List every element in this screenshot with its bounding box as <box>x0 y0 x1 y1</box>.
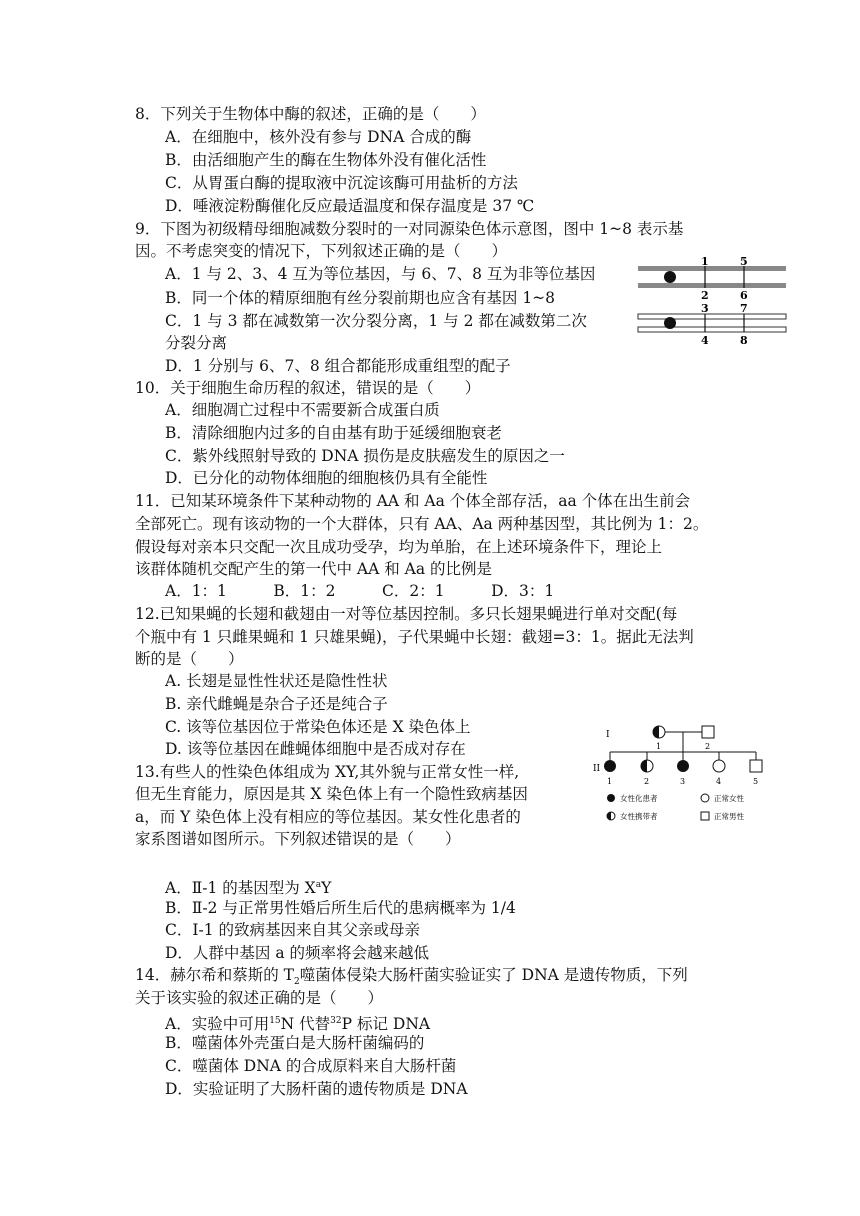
q12-option-b: B. 亲代雌蝇是杂合子还是纯合子 <box>165 695 388 713</box>
gene-label-6: 6 <box>740 289 748 302</box>
q13-stem-line3: a，而 Y 染色体上没有相应的等位基因。某女性化患者的 <box>135 808 521 826</box>
legend-carrier-symbol <box>607 812 615 820</box>
centromere-1 <box>664 271 676 283</box>
q9-option-c-line1: C．1 与 3 都在减数第一次分裂分离，1 与 2 都在减数第二次 <box>165 312 587 330</box>
q9-stem-line2: 因。不考虑突变的情况下，下列叙述正确的是（ ） <box>135 242 508 260</box>
gene-label-7: 7 <box>740 302 748 315</box>
q13-option-d: D．人群中基因 a 的频率将会越来越低 <box>165 944 430 962</box>
pedigree-number-ii5: 5 <box>753 777 759 786</box>
pedigree-ii3-patient <box>677 760 689 772</box>
generation-label-ii: II <box>593 764 601 774</box>
legend-patient-label: 女性化患者 <box>620 794 658 803</box>
pedigree-number-ii2: 2 <box>644 777 650 786</box>
subscript-2: 2 <box>294 977 300 988</box>
q11-stem-line1: 11．已知某环境条件下某种动物的 AA 和 Aa 个体全部存活，aa 个体在出生前会 <box>135 492 691 510</box>
q12-option-d: D. 该等位基因在雌蝇体细胞中是否成对存在 <box>165 740 466 758</box>
q13-stem-line2: 但无生育能力，原因是其 X 染色体上有一个隐性致病基因 <box>135 785 528 803</box>
pedigree-number-i2: 2 <box>705 742 711 751</box>
pedigree-ii2-carrier-female <box>641 760 653 772</box>
legend-normal-male-symbol <box>701 812 709 820</box>
q13-option-c: C．I-1 的致病基因来自其父亲或母亲 <box>165 921 421 939</box>
pedigree-number-ii1: 1 <box>607 777 613 786</box>
q9-option-b: B．同一个体的精原细胞有丝分裂前期也应含有基因 1~8 <box>165 289 556 307</box>
gene-label-2: 2 <box>701 289 709 302</box>
q9-option-a: A．1 与 2、3、4 互为等位基因，与 6、7、8 互为非等位基因 <box>165 265 596 283</box>
superscript-a: a <box>315 880 322 890</box>
generation-label-i: I <box>606 730 610 740</box>
chromatid-3 <box>638 314 786 319</box>
superscript-15: 15 <box>269 1016 281 1026</box>
q9-option-d: D．1 分别与 6、7、8 组合都能形成重组型的配子 <box>165 357 511 375</box>
gene-label-8: 8 <box>740 334 748 347</box>
q14-option-a: A．实验中可用$^{15}$N 代替$^{32}$P 标记 DNA <box>165 1015 431 1034</box>
q14-option-c: C．噬菌体 DNA 的合成原料来自大肠杆菌 <box>165 1057 457 1075</box>
q11-options: A．1：1 B．1：2 C．2：1 D．3：1 <box>165 582 555 600</box>
legend-normal-female-symbol <box>701 794 709 802</box>
q8-option-c: C．从胃蛋白酶的提取液中沉淀该酶可用盐析的方法 <box>165 174 518 192</box>
gene-label-5: 5 <box>740 255 748 268</box>
q10-option-d: D．已分化的动物体细胞的细胞核仍具有全能性 <box>165 469 488 487</box>
centromere-2 <box>664 317 676 329</box>
chromatid-1 <box>638 266 786 271</box>
gene-label-1: 1 <box>701 255 709 268</box>
q14-stem-line2: 关于该实验的叙述正确的是（ ） <box>135 989 384 1007</box>
q8-option-d: D．唾液淀粉酶催化反应最适温度和保存温度是 37 ℃ <box>165 197 535 215</box>
chromatid-2 <box>638 283 786 288</box>
pedigree-number-ii4: 4 <box>716 777 722 786</box>
pedigree-ii1-patient <box>604 760 616 772</box>
gene-label-3: 3 <box>701 302 709 315</box>
q13-option-a: A．Ⅱ-1 的基因型为 $X^aY$ <box>165 879 332 898</box>
legend-patient-symbol <box>607 794 615 802</box>
q12-stem-line2: 个瓶中有 1 只雌果蝇和 1 只雄果蝇)，子代果蝇中长翅：截翅=3：1。据此无法判 <box>135 628 694 646</box>
q11-stem-line3: 假设每对亲本只交配一次且成功受孕，均为单胎，在上述环境条件下，理论上 <box>135 538 663 556</box>
pedigree-number-i1: 1 <box>656 742 662 751</box>
pedigree-i1-carrier-female <box>653 726 665 738</box>
pedigree-figure <box>590 722 768 832</box>
pedigree-number-ii3: 3 <box>680 777 686 786</box>
legend-carrier-label: 女性携带者 <box>620 812 658 821</box>
q10-option-c: C．紫外线照射导致的 DNA 损伤是皮肤癌发生的原因之一 <box>165 447 565 465</box>
q12-option-a: A. 长翅是显性性状还是隐性性状 <box>165 672 388 690</box>
q9-option-c-line2: 分裂分离 <box>165 334 228 352</box>
pedigree-ii5-normal-male <box>750 760 762 772</box>
superscript-32: 32 <box>330 1016 342 1026</box>
q14-option-d: D．实验证明了大肠杆菌的遗传物质是 DNA <box>165 1080 468 1098</box>
q11-stem-line2: 全部死亡。现有该动物的一个大群体，只有 AA、Aa 两种基因型，其比例为 1：2。 <box>135 515 709 533</box>
q8-stem: 8．下列关于生物体中酶的叙述，正确的是（ ） <box>135 105 486 123</box>
q11-stem-line4: 该群体随机交配产生的第一代中 AA 和 Aa 的比例是 <box>135 560 493 578</box>
q14-option-b: B．噬菌体外壳蛋白是大肠杆菌编码的 <box>165 1034 425 1052</box>
gene-label-4: 4 <box>701 334 709 347</box>
q10-option-a: A．细胞凋亡过程中不需要新合成蛋白质 <box>165 401 440 419</box>
q12-stem-line3: 断的是（ ） <box>135 650 244 668</box>
chromosome-figure <box>636 255 788 347</box>
q9-stem-line1: 9．下图为初级精母细胞减数分裂时的一对同源染色体示意图，图中 1~8 表示基 <box>135 220 684 238</box>
q13-stem-line1: 13.有些人的性染色体组成为 XY,其外貌与正常女性一样, <box>135 763 520 781</box>
pedigree-i2-normal-male <box>702 726 714 738</box>
q10-option-b: B．清除细胞内过多的自由基有助于延缓细胞衰老 <box>165 424 502 442</box>
q8-option-a: A．在细胞中，核外没有参与 DNA 合成的酶 <box>165 128 472 146</box>
q13-option-b: B．Ⅱ-2 与正常男性婚后所生后代的患病概率为 1/4 <box>165 899 516 917</box>
q8-option-b: B．由活细胞产生的酶在生物体外没有催化活性 <box>165 151 487 169</box>
legend-normal-male-label: 正常男性 <box>714 812 744 821</box>
q12-stem-line1: 12.已知果蝇的长翅和截翅由一对等位基因控制。多只长翅果蝇进行单对交配(每 <box>135 605 678 623</box>
legend-normal-female-label: 正常女性 <box>714 794 744 803</box>
q10-stem: 10．关于细胞生命历程的叙述，错误的是（ ） <box>135 379 481 397</box>
q14-stem-line1: 14．赫尔希和蔡斯的 $T_2$噬菌体侵染大肠杆菌实验证实了 DNA 是遗传物质，下列 <box>135 966 688 988</box>
q12-option-c: C. 该等位基因位于常染色体还是 X 染色体上 <box>165 718 471 736</box>
chromatid-4 <box>638 327 786 332</box>
pedigree-ii4-normal-female <box>713 760 725 772</box>
q13-stem-line4: 家系图谱如图所示。下列叙述错误的是（ ） <box>135 830 461 848</box>
